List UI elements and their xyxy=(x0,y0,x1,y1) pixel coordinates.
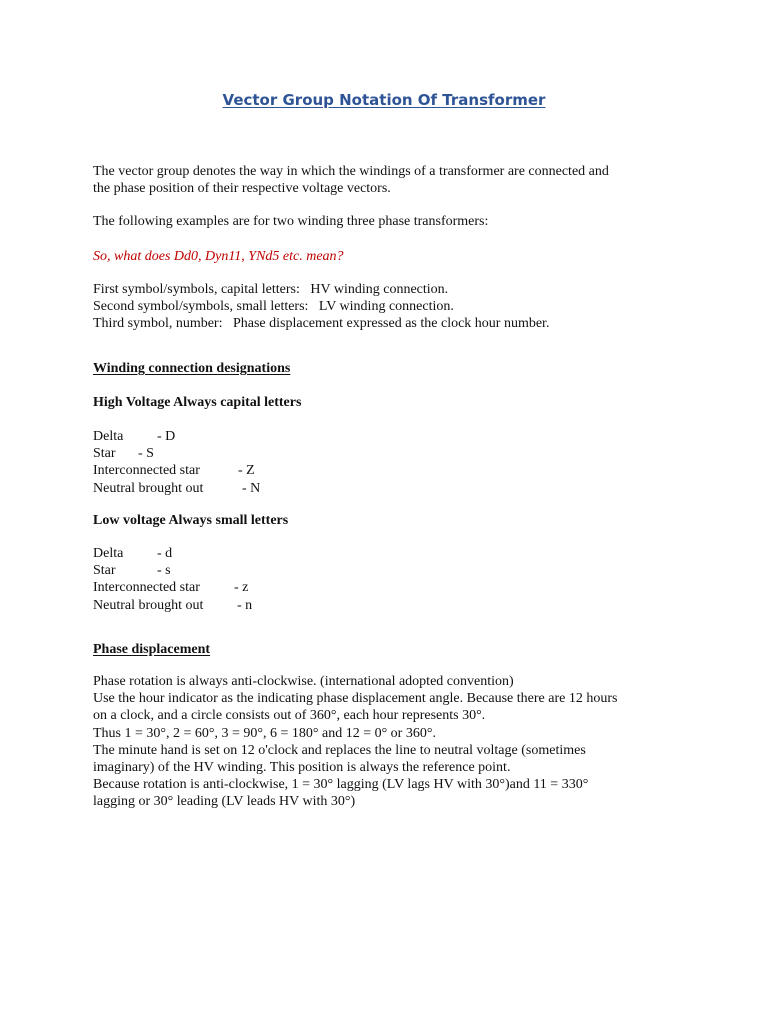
symbol-line: Third symbol, number: Phase displacement expressed as the clock hour number. xyxy=(93,316,550,332)
symbol-explanation xyxy=(93,281,693,333)
phase-paragraph xyxy=(93,673,693,811)
lv-item-interconnected-star xyxy=(93,579,693,596)
lv-item-label: Neutral brought out xyxy=(93,597,204,613)
hv-item-delta xyxy=(93,428,693,445)
hv-item-label: Interconnected star xyxy=(93,463,200,479)
hv-item-star xyxy=(93,445,693,462)
lv-item-star xyxy=(93,562,693,579)
intro-line: the phase position of their respective voltage vectors. xyxy=(93,181,391,197)
lv-item-label: Interconnected star xyxy=(93,580,200,596)
phase-line: Thus 1 = 30°, 2 = 60°, 3 = 90°, 6 = 180° and 12 = 0° or 360°. xyxy=(93,725,436,741)
lv-item-code: - z xyxy=(234,580,249,596)
lv-item-code: - d xyxy=(157,546,173,561)
hv-item-label: Star xyxy=(93,446,116,462)
phase-heading: Phase displacement xyxy=(93,642,211,657)
document-title: Vector Group Notation Of Transformer xyxy=(222,91,546,109)
winding-heading: Winding connection designations xyxy=(93,361,291,376)
lv-item-label: Star xyxy=(93,563,116,579)
intro-line: The vector group denotes the way in which the windings of a transformer are connected and xyxy=(93,164,609,179)
phase-line: on a clock, and a circle consists out of 360°, each hour represents 30°. xyxy=(93,708,486,724)
lv-heading: Low voltage Always small letters xyxy=(93,513,289,528)
lv-designation-list xyxy=(93,545,693,614)
phase-line: The minute hand is set on 12 o'clock and replaces the line to neutral voltage (sometimes xyxy=(93,742,586,758)
lv-item-neutral-brought-out xyxy=(93,597,693,614)
hv-item-code: - Z xyxy=(238,463,255,479)
hv-item-code: - S xyxy=(138,446,154,462)
phase-line: Use the hour indicator as the indicating phase displacement angle. Because there are 12 hours xyxy=(93,691,618,707)
phase-line: imaginary) of the HV winding. This position is always the reference point. xyxy=(93,760,511,776)
hv-item-interconnected-star xyxy=(93,462,693,479)
lv-item-code: - n xyxy=(237,597,253,613)
phase-line: lagging or 30° leading (LV leads HV with 30°) xyxy=(93,794,356,810)
lv-item-code: - s xyxy=(157,563,171,579)
hv-designation-list xyxy=(93,428,693,497)
hv-item-neutral-brought-out xyxy=(93,480,693,497)
question-text: So, what does Dd0, Dyn11, YNd5 etc. mean? xyxy=(93,249,344,264)
symbol-line: Second symbol/symbols, small letters: LV winding connection. xyxy=(93,299,454,315)
intro-paragraph xyxy=(93,163,693,197)
examples-note: The following examples are for two winding three phase transformers: xyxy=(93,214,489,229)
lv-item-delta xyxy=(93,545,693,562)
hv-item-code: - N xyxy=(242,480,261,496)
hv-item-label: Delta xyxy=(93,429,124,444)
lv-item-label: Delta xyxy=(93,546,124,561)
symbol-line: First symbol/symbols, capital letters: HV winding connection. xyxy=(93,282,449,297)
phase-line: Phase rotation is always anti-clockwise. (international adopted convention) xyxy=(93,674,514,689)
hv-heading: High Voltage Always capital letters xyxy=(93,395,302,410)
hv-item-label: Neutral brought out xyxy=(93,480,204,496)
hv-item-code: - D xyxy=(157,429,176,444)
phase-line: Because rotation is anti-clockwise, 1 = 30° lagging (LV lags HV with 30°)and 11 = 330° xyxy=(93,777,589,793)
